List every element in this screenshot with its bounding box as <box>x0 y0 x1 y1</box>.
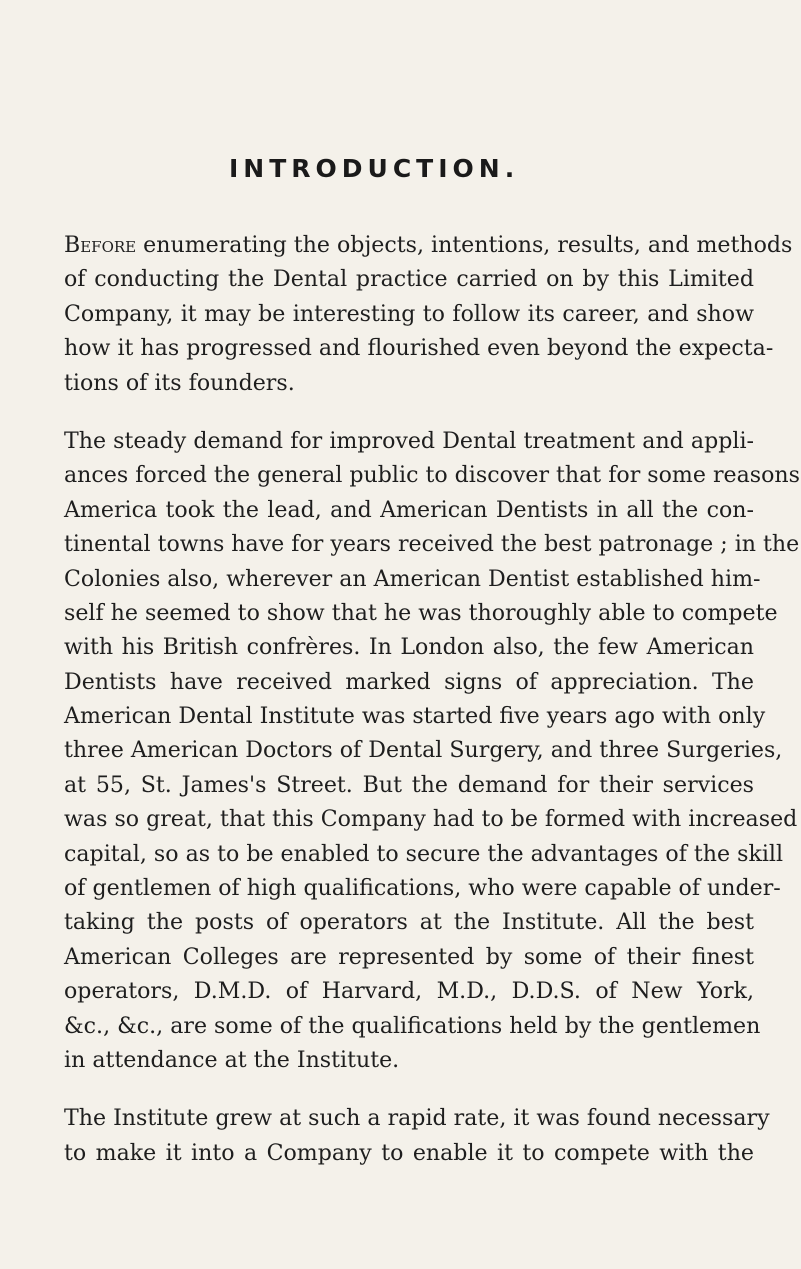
text-line: America took the lead, and American Dentists in all the con- <box>64 496 754 523</box>
text-line: &c., &c., are some of the qualifications held by the gentlemen <box>64 1012 761 1039</box>
text-line: at 55, St. James's Street. But the demand for their services <box>64 771 754 798</box>
text-line: with his British confrères. In London also, the few American <box>64 634 754 661</box>
paragraph-1 <box>64 228 793 400</box>
text-line: to make it into a Company to enable it to compete with the <box>64 1139 754 1166</box>
text-line: self he seemed to show that he was thoroughly able to compete <box>64 599 778 626</box>
text-line: of conducting the Dental practice carried on by this Limited <box>64 266 754 293</box>
text-line: The Institute grew at such a rapid rate, it was found necessary <box>64 1105 770 1132</box>
text-line: tions of its founders. <box>64 369 295 396</box>
paragraph-2 <box>64 424 800 1077</box>
text-line: three American Doctors of Dental Surgery, and three Surgeries, <box>64 737 783 764</box>
text-line: of gentlemen of high qualifications, who were capable of under- <box>64 875 781 902</box>
text-line: The steady demand for improved Dental treatment and appli- <box>64 427 754 454</box>
text-line: Dentists have received marked signs of appreciation. The <box>64 668 754 695</box>
text-line: Company, it may be interesting to follow its career, and show <box>64 300 754 327</box>
chapter-heading: INTRODUCTION. <box>229 154 520 183</box>
paragraph-3 <box>64 1101 770 1170</box>
text-line: American Colleges are represented by some of their finest <box>64 943 754 970</box>
text-line: Colonies also, wherever an American Dentist established him- <box>64 565 761 592</box>
text-line: capital, so as to be enabled to secure the advantages of the skill <box>64 840 784 867</box>
text-line: Before enumerating the objects, intentions, results, and methods <box>64 232 793 258</box>
text-line: operators, D.M.D. of Harvard, M.D., D.D.S. of New York, <box>64 978 754 1005</box>
text-line: tinental towns have for years received the best patronage ; in the <box>64 531 800 558</box>
body-text <box>64 228 800 1194</box>
text-line: was so great, that this Company had to be formed with increased <box>64 806 798 833</box>
text-line: in attendance at the Institute. <box>64 1046 400 1073</box>
text-line: taking the posts of operators at the Institute. All the best <box>64 909 754 936</box>
text-line: ances forced the general public to discover that for some reasons <box>64 462 800 489</box>
text-line: how it has progressed and flourished even beyond the expecta- <box>64 335 774 362</box>
text-line: American Dental Institute was started five years ago with only <box>64 703 766 730</box>
